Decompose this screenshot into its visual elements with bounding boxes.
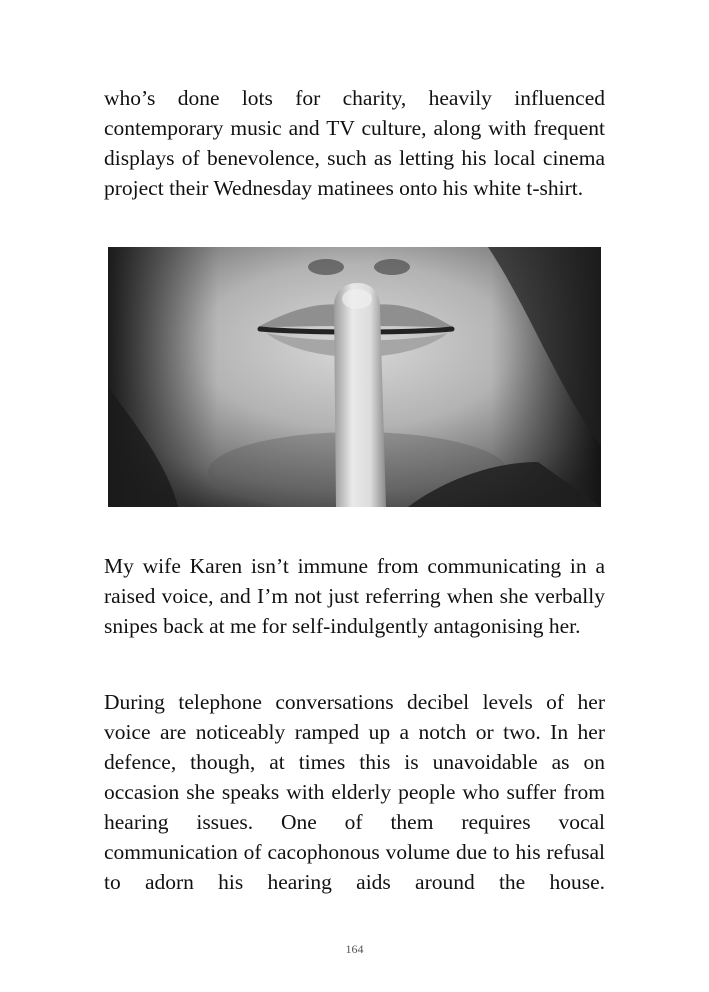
paragraph-2: My wife Karen isn’t immune from communicating in a raised voice, and I’m not just referring when she verbally snipes back at me for self-indulgently antagonising her. xyxy=(104,554,605,638)
paragraph-1: who’s done lots for charity, heavily influenced contemporary music and TV culture, along with frequent displays of benevolence, such as letting his local cinema project their Wednesday matinees onto his white t-shirt. xyxy=(104,86,605,200)
paragraph-3: During telephone conversations decibel levels of her voice are noticeably ramped up a notch or two. In her defence, though, at times this is unavoidable as on occasion she speaks with elderly people who suffer from hearing issues. One of them requires vocal communication of cacophonous volume due to his refusal to adorn his hearing aids around the house. xyxy=(104,690,605,894)
page-number: 164 xyxy=(345,942,364,956)
shush-photo-illustration xyxy=(108,247,601,507)
shush-photo xyxy=(108,247,601,507)
